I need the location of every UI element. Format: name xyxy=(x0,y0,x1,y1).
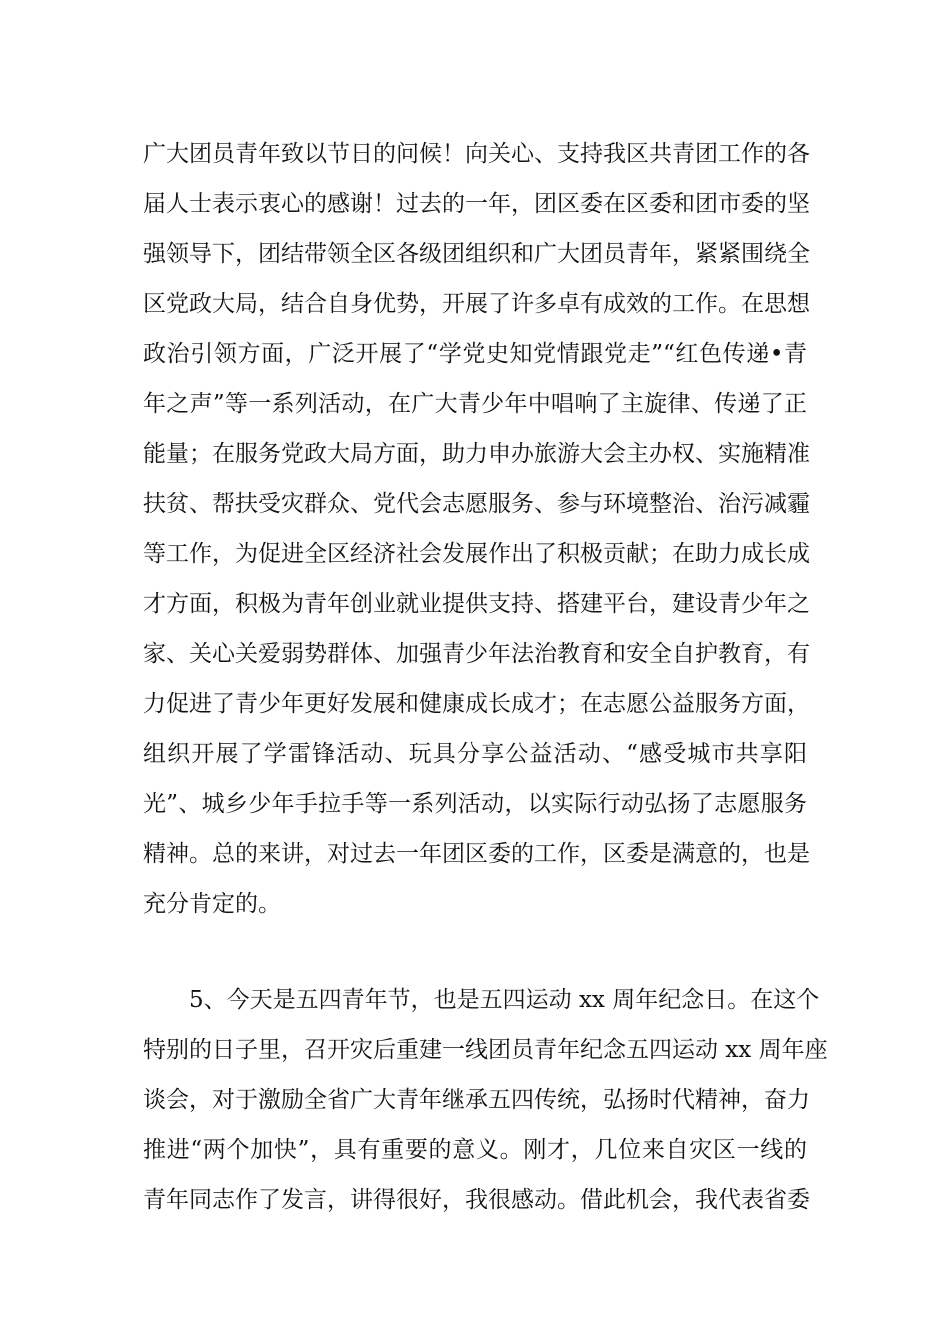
text-line: 年之声”等一系列活动，在广大青少年中唱响了主旋律、传递了正 xyxy=(143,391,807,417)
text-line: 力促进了青少年更好发展和健康成长成才；在志愿公益服务方面， xyxy=(143,691,810,717)
text-line: 充分肯定的。 xyxy=(143,891,281,917)
text-line: 才方面，积极为青年创业就业提供支持、搭建平台，建设青少年之 xyxy=(143,591,810,617)
text-line: 5、今天是五四青年节，也是五四运动 xx 周年纪念日。在这个 xyxy=(189,987,820,1013)
text-line: 家、关心关爱弱势群体、加强青少年法治教育和安全自护教育，有 xyxy=(143,641,810,667)
text-line: 光”、城乡少年手拉手等一系列活动，以实际行动弘扬了志愿服务 xyxy=(143,791,807,817)
text-line: 能量；在服务党政大局方面，助力申办旅游大会主办权、实施精准 xyxy=(143,441,810,467)
text-line: 青年同志作了发言，讲得很好，我很感动。借此机会，我代表省委 xyxy=(143,1187,810,1213)
text-line: 强领导下，团结带领全区各级团组织和广大团员青年，紧紧围绕全 xyxy=(143,241,810,267)
text-line: 精神。总的来讲，对过去一年团区委的工作，区委是满意的，也是 xyxy=(143,841,810,867)
text-line: 谈会，对于激励全省广大青年继承五四传统，弘扬时代精神，奋力 xyxy=(143,1087,810,1113)
text-line: 届人士表示衷心的感谢！过去的一年，团区委在区委和团市委的坚 xyxy=(143,191,810,217)
text-line: 等工作，为促进全区经济社会发展作出了积极贡献；在助力成长成 xyxy=(143,541,810,567)
text-line: 扶贫、帮扶受灾群众、党代会志愿服务、参与环境整治、治污减霾 xyxy=(143,491,810,517)
text-line: 推进“两个加快”，具有重要的意义。刚才，几位来自灾区一线的 xyxy=(143,1137,807,1163)
text-line: 组织开展了学雷锋活动、玩具分享公益活动、“感受城市共享阳 xyxy=(143,741,807,767)
text-line: 政治引领方面，广泛开展了“学党史知党情跟党走”“红色传递•青 xyxy=(143,341,807,367)
text-line: 广大团员青年致以节日的问候！向关心、支持我区共青团工作的各 xyxy=(143,141,810,167)
text-line: 特别的日子里，召开灾后重建一线团员青年纪念五四运动 xx 周年座 xyxy=(143,1037,828,1063)
text-line: 区党政大局，结合自身优势，开展了许多卓有成效的工作。在思想 xyxy=(143,291,810,317)
